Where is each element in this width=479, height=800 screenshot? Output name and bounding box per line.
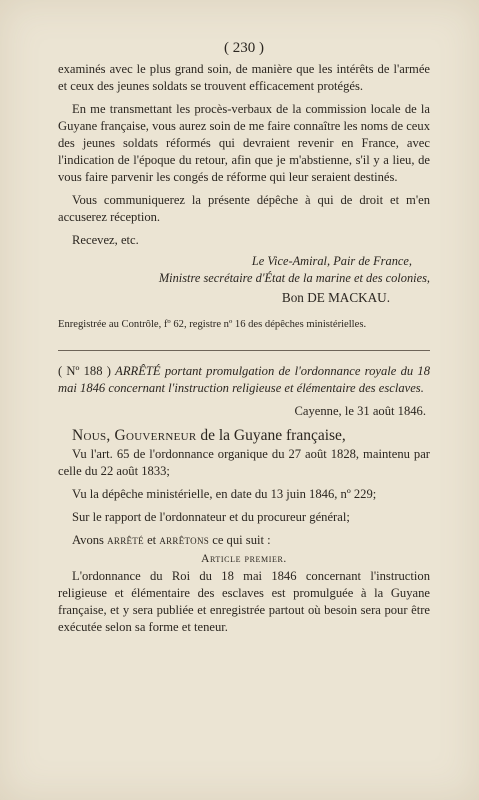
signature-name — [58, 288, 430, 307]
page-content — [58, 40, 430, 636]
avons-end: ce qui suit : — [212, 533, 271, 547]
article-heading: Article premier. — [201, 553, 287, 565]
signature-surname: DE MACKAU. — [307, 290, 390, 305]
section-divider — [58, 350, 430, 351]
avons-word: Avons — [72, 533, 104, 547]
sur-le-rapport: Sur le rapport de l'ordonnateur et du procureur général; — [72, 510, 350, 524]
registration-note: Enregistrée au Contrôle, fº 62, registre nº 16 des dépêches ministérielles. — [58, 319, 367, 330]
arretons-word: arrêtons — [159, 533, 210, 547]
arrete-number: ( Nº 188 ) — [58, 364, 111, 378]
vu-depeche: Vu la dépêche ministérielle, en date du 13 juin 1846, nº 229; — [72, 487, 377, 501]
vu-article-65: Vu l'art. 65 de l'ordonnance organique du 27 août 1828, maintenu par celle du 22 août 1833; — [58, 447, 430, 478]
arrete-word: arrêté — [107, 533, 144, 547]
closing-salutation: Recevez, etc. — [72, 233, 139, 247]
signature-name-prefix: Bon — [281, 290, 304, 305]
governor-nous: Nous, — [72, 427, 111, 444]
signature-rank: Le Vice-Amiral, Pair de France, — [251, 254, 412, 268]
page-number: ( 230 ) — [224, 40, 264, 56]
arrete-heading — [58, 363, 430, 397]
governor-line — [58, 425, 430, 446]
paragraph-commission: En me transmettant les procès-verbaux de la commission locale de la Guyane française, vous aurez soin de me faire connaître les noms de ceux des jeunes soldats réformés qui devraient revenir en France, avec l'indication de l'époque du retour, afin que je m'abstienne, s'il y a lieu, de vous faire parvenir les congés de réforme qui leur seraient destinés. — [58, 102, 430, 184]
signature-office: Ministre secrétaire d'État de la marine et des colonies, — [158, 271, 430, 285]
article-text: L'ordonnance du Roi du 18 mai 1846 concernant l'instruction religieuse et élémentaire des esclaves est promulguée à la Guyane française, et y sera publiée et enregistrée partout où besoin sera pour être exécutée selon sa forme et teneur. — [58, 569, 430, 634]
governor-title: Gouverneur — [114, 427, 197, 444]
place-date: Cayenne, le 31 août 1846. — [294, 404, 426, 418]
avons-arrete — [58, 532, 430, 549]
arrete-title: ARRÊTÉ portant promulgation de l'ordonnance royale du 18 mai 1846 concernant l'instruction religieuse et élémentaire des esclaves. — [58, 364, 430, 395]
governor-rest: de la Guyane française, — [200, 427, 346, 444]
paragraph-communicate: Vous communiquerez la présente dépêche à qui de droit et m'en accuserez réception. — [58, 193, 430, 224]
paragraph-continued: examinés avec le plus grand soin, de manière que les intérêts de l'armée et ceux des jeunes soldats se trouvent efficacement protégés. — [58, 62, 430, 93]
et-word: et — [147, 533, 157, 547]
